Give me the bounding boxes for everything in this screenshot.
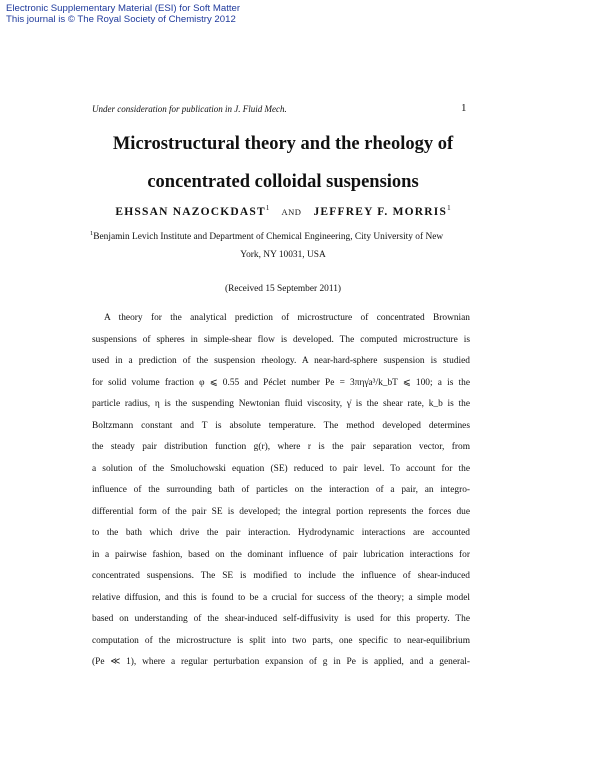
abstract-line: suspensions of spheres in simple-shear flow is developed. The computed microstructure is bbox=[92, 334, 470, 345]
author-1: EHSSAN NAZOCKDAST bbox=[115, 205, 266, 218]
received-date: (Received 15 September 2011) bbox=[224, 284, 342, 294]
page-number: 1 bbox=[461, 102, 467, 114]
affiliation-line1 bbox=[90, 230, 476, 242]
title-line1: Microstructural theory and the rheology of bbox=[112, 134, 454, 154]
abstract-line: the steady pair distribution function g(r), where r is the pair separation vector, from bbox=[92, 442, 470, 452]
author-conjunction: AND bbox=[281, 206, 302, 217]
esi-header-line2: This journal is © The Royal Society of Chemistry 2012 bbox=[6, 13, 236, 25]
affiliation-text1: Benjamin Levich Institute and Department of Chemical Engineering, City University of New bbox=[93, 232, 444, 243]
affiliation-mark: 1 bbox=[90, 230, 94, 237]
abstract bbox=[92, 312, 470, 678]
abstract-line: in a pairwise fashion, based on the dominant influence of pair lubrication interactions for bbox=[92, 549, 470, 560]
abstract-line: for solid volume fraction φ ⩽ 0.55 and Péclet number Pe = 3πηγ̇a³/k_bT ⩽ 100; a is the bbox=[92, 377, 470, 388]
abstract-line: influence of the surrounding bath of particles on the interaction of a pair, an integro- bbox=[92, 485, 470, 495]
running-head: Under consideration for publication in J. Fluid Mech. bbox=[92, 104, 287, 114]
affiliation-line2: York, NY 10031, USA bbox=[240, 250, 326, 260]
abstract-line: particle radius, η is the suspending Newtonian fluid viscosity, γ̇ is the shear rate, k_b is the bbox=[92, 399, 470, 409]
abstract-line: computation of the microstructure is split into two parts, one specific to near-equilibrium bbox=[92, 635, 470, 646]
esi-header-line1: Electronic Supplementary Material (ESI) for Soft Matter bbox=[6, 3, 241, 14]
author-list bbox=[60, 204, 506, 218]
abstract-line: (Pe ≪ 1), where a regular perturbation expansion of g in Pe is applied, and a general- bbox=[92, 657, 470, 667]
author-1-affil-mark: 1 bbox=[265, 204, 270, 212]
abstract-line: based on understanding of the shear-induced self-diffusivity is used for this property. The bbox=[92, 614, 470, 624]
abstract-line: relative diffusion, and this is found to be a crucial for success of the theory; a simple model bbox=[92, 592, 470, 603]
esi-header bbox=[6, 4, 240, 25]
abstract-line: used in a prediction of the suspension rheology. A near-hard-sphere suspension is studied bbox=[92, 356, 470, 366]
abstract-line: concentrated suspensions. The SE is modified to include the influence of shear-induced bbox=[92, 571, 470, 581]
author-2-affil-mark: 1 bbox=[447, 204, 451, 212]
author-2: JEFFREY F. MORRIS bbox=[313, 205, 448, 218]
abstract-line: to the bath which drive the pair interaction. Hydrodynamic interactions are accounted bbox=[92, 528, 470, 538]
abstract-line: differential form of the pair SE is developed; the integral portion represents the forces due bbox=[92, 506, 470, 517]
abstract-line: a solution of the Smoluchowski equation (SE) reduced to pair level. To account for the bbox=[92, 463, 470, 474]
title-line2: concentrated colloidal suspensions bbox=[147, 172, 419, 192]
abstract-line: Boltzmann constant and T is absolute temperature. The method developed determines bbox=[92, 420, 470, 431]
abstract-line: A theory for the analytical prediction of microstructure of concentrated Brownian bbox=[104, 313, 470, 323]
